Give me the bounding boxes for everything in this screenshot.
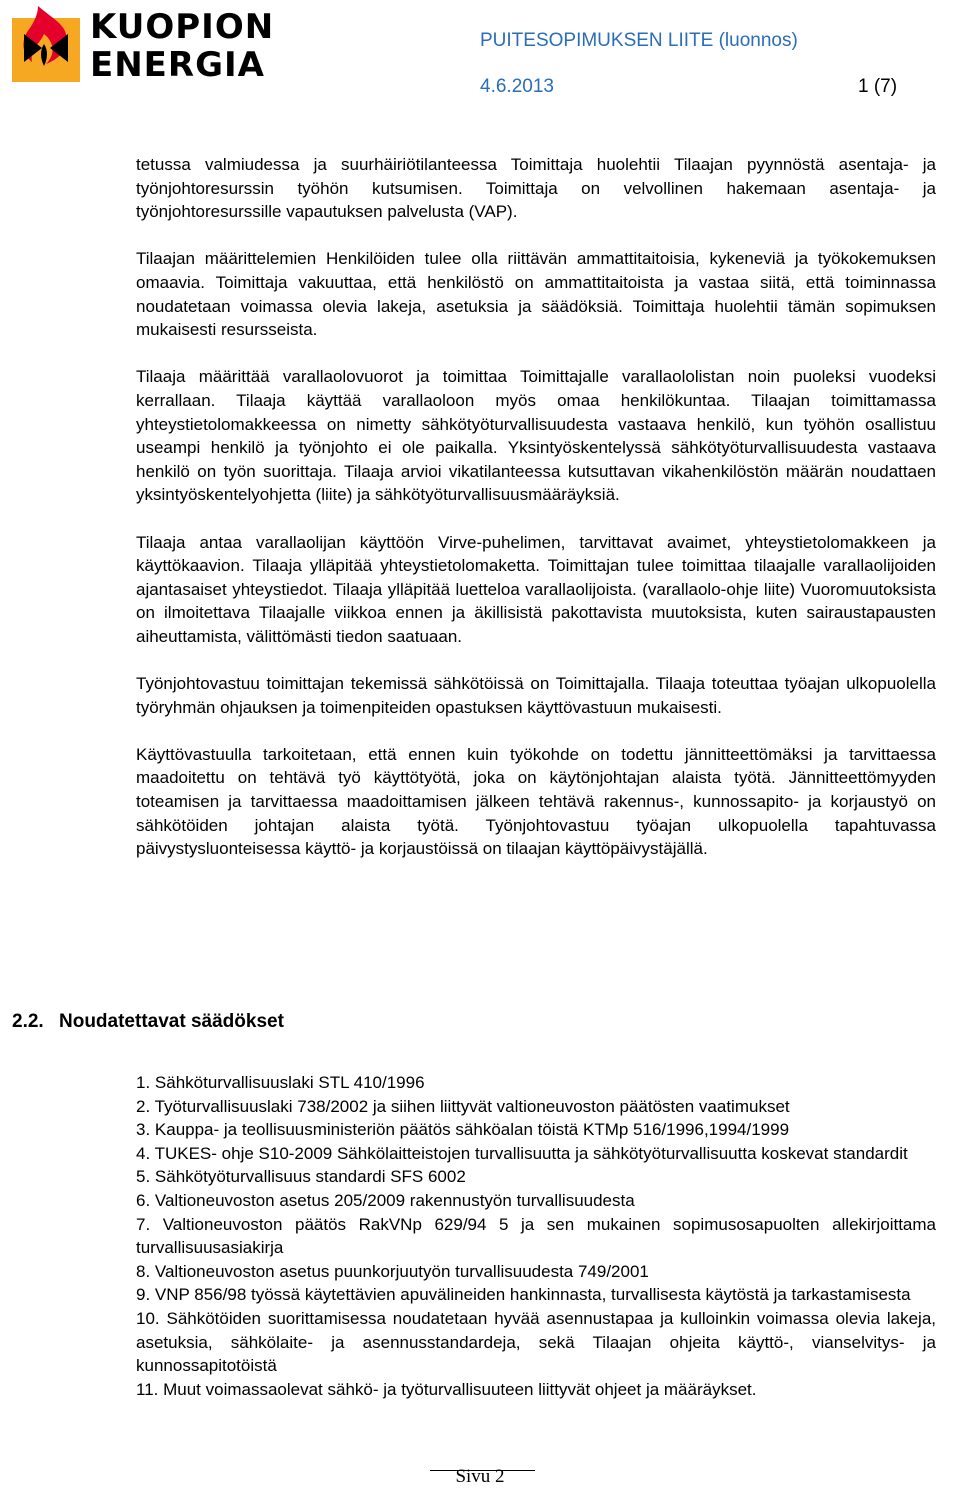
list-item: 9. VNP 856/98 työssä käytettävien apuvälineiden hankinnasta, turvallisesta käytöstä ja tarkastamisesta [136,1285,911,1305]
paragraph: Tilaaja määrittää varallaolovuorot ja toimittaa Toimittajalle varallaololistan noin puoleksi vuodeksi kerrallaan. Tilaaja käyttää varallaoloon myös omaa henkilökuntaa. Tilaajan toimittamassa yhteystietolomakkeessa on nimetty sähkötyöturvallisuudesta vastaava henkilö, kun työhön osallistuu useampi henkilö ja työnjohto ei ole paikalla. Yksintyöskentelyssä sähkötyöturvallisuudesta vastaava henkilö on työn suorittaja. Tilaaja arvioi vikatilanteessa kutsuttavan vikahenkilöstön määrän noudattaen yksintyöskentelyohjetta (liite) ja sähkötyöturvallisuusmääräyksiä. [136,367,936,505]
list-item: 11. Muut voimassaolevat sähkö- ja työturvallisuuteen liittyvät ohjeet ja määräykset. [136,1379,757,1399]
footer-page-label: Sivu 2 [455,1466,505,1487]
list-item: 4. TUKES- ohje S10-2009 Sähkölaitteistojen turvallisuutta ja sähkötyöturvallisuutta koskevat standardit [136,1143,908,1163]
list-item: 7. Valtioneuvoston päätös RakVNp 629/94 5 ja sen mukainen sopimusosapuolten allekirjoittama turvallisuusasiakirja [136,1214,936,1258]
paragraph: Työnjohtovastuu toimittajan tekemissä sähkötöissä on Toimittajalla. Tilaaja toteuttaa työajan ulkopuolella työryhmän ohjauksen ja toimenpiteiden opastuksen käyttövastuun mukaisesti. [136,674,936,717]
paragraph: tetussa valmiudessa ja suurhäiriötilanteessa Toimittaja huolehtii Tilaajan pyynnöstä asentaja- ja työnjohtoresurssin työhön kutsumisen. Toimittaja on velvollinen hakemaan asentaja- ja työnjohtoresurssille vapautuksen palvelusta (VAP). [136,155,936,222]
kuopion-energia-logo [10,4,275,86]
paragraph: Käyttövastuulla tarkoitetaan, että ennen kuin työkohde on todettu jännitteettömäksi ja tarvittaessa maadoitettu on tehtävä työ käyttötyötä, joka on käytönjohtajan alaista työtä. Jännitteettömyyden toteamisen ja tarvittaessa maadoittamisen jälkeen tehtävä rakennus-, kunnossapito- ja korjaustyö on sähkötöiden johtajan alaista työtä. Työnjohtovastuu työajan ulkopuolella tapahtuvassa päivystysluonteisessa käyttö- ja korjaustöissä on tilaajan käyttöpäivystäjällä. [136,744,936,859]
list-item: 10. Sähkötöiden suorittamisessa noudatetaan hyvää asennustapaa ja kulloinkin voimassa olevia lakeja, asetuksia, sähkölaite- ja asennusstandardeja, sekä Tilaajan ohjeita käyttö-, vianselvitys- ja kunnossapitotöistä [136,1308,936,1376]
logo-wordmark [90,8,274,84]
list-item: 6. Valtioneuvoston asetus 205/2009 rakennustyön turvallisuudesta [136,1190,635,1210]
list-item: 1. Sähköturvallisuuslaki STL 410/1996 [136,1073,425,1092]
document-date: 4.6.2013 [480,76,554,97]
logo-line-1: KUOPION [90,7,275,47]
paragraph: Tilaajan määrittelemien Henkilöiden tulee olla riittävän ammattitaitoisia, kykeneviä ja työkokemuksen omaavia. Toimittaja vakuuttaa, että henkilöstö on ammattitaitoista ja vastaa siitä, että toiminnassa noudatetaan voimassa olevia lakeja, asetuksia ja säädöksiä. Toimittaja huolehtii tämän sopimuksen mukaisesti resursseista. [136,249,936,340]
list-item: 8. Valtioneuvoston asetus puunkorjuutyön turvallisuudesta 749/2001 [136,1261,649,1281]
list-item: 2. Työturvallisuuslaki 738/2002 ja siihen liittyvät valtioneuvoston päätösten vaatimukset [136,1096,790,1116]
paragraph: Tilaaja antaa varallaolijan käyttöön Virve-puhelimen, tarvittavat avaimet, yhteystietolomakkeen ja käyttökaavion. Tilaaja ylläpitää yhteystietolomaketta. Toimittajan tulee toimittaa tilaajalle varallaolijoiden ajantasaiset yhteystiedot. Tilaaja ylläpitää luetteloa varallaolijoista. (varallaolo-ohje liite) Vuoromuutoksista on ilmoitettava Tilaajalle viikkoa ennen ja äkillisistä pakottavista muutoksista, kuten sairaustapausten aiheuttamista, välittömästi tiedon saatuaan. [136,532,936,646]
logo-line-2: ENERGIA [90,45,265,85]
list-item: 3. Kauppa- ja teollisuusministeriön päätös sähköalan töistä KTMp 516/1996,1994/1999 [136,1120,790,1140]
body-text [136,153,936,884]
list-item: 5. Sähkötyöturvallisuus standardi SFS 6002 [136,1167,466,1187]
regulations-list [136,1071,936,1401]
flame-logo-icon [10,4,82,84]
page-number: 1 (7) [858,76,898,97]
document-title: PUITESOPIMUKSEN LIITE (luonnos) [480,30,798,51]
section-heading [12,1011,284,1033]
section-number: 2.2. [12,1011,44,1032]
section-title: Noudatettavat säädökset [59,1011,284,1032]
